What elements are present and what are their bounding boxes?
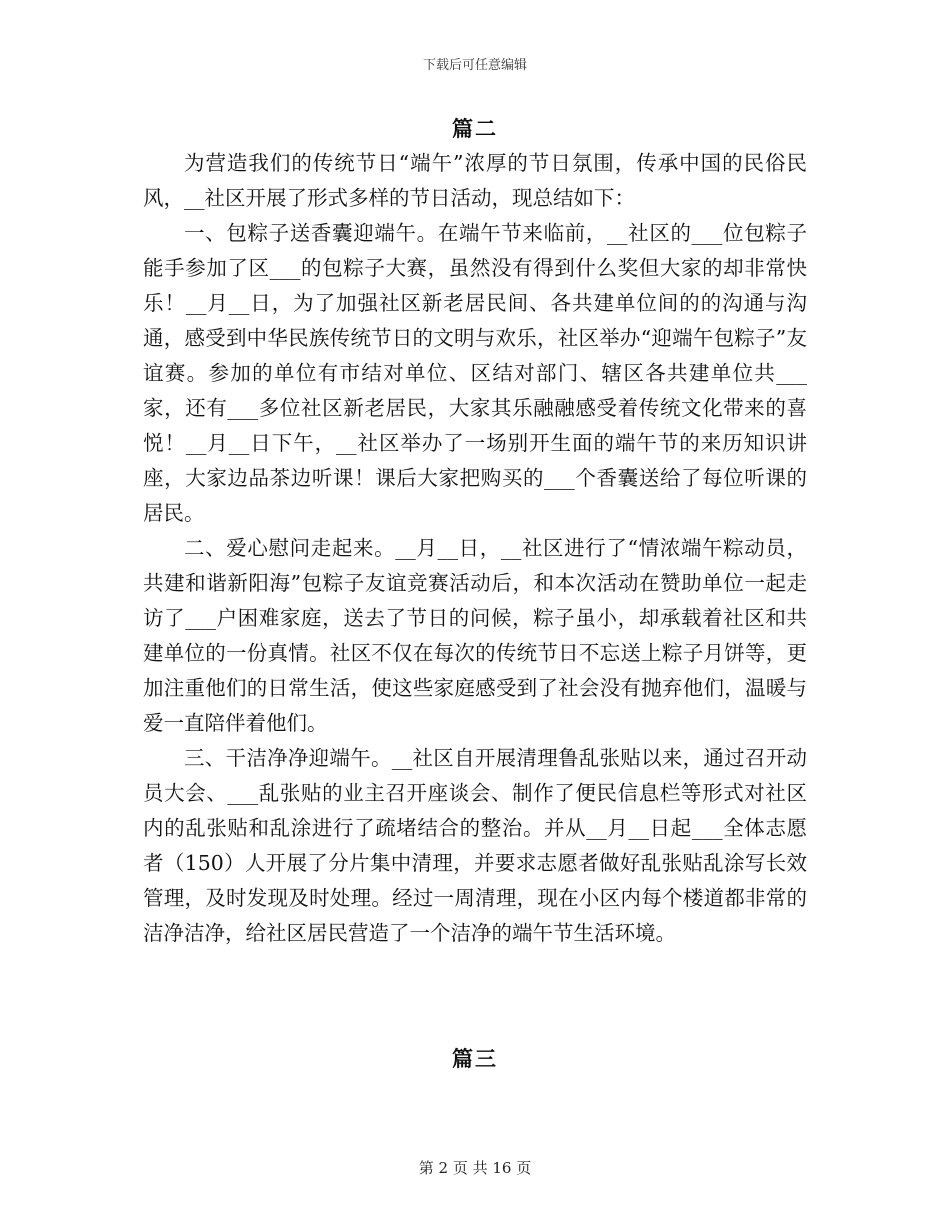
paragraph-item-3: 三、干洁净净迎端午。__社区自开展清理鲁乱张贴以来，通过召开动员大会、___乱张贴的业主召开座谈会、制作了便民信息栏等形式对社区内的乱张贴和乱涂进行了疏堵结合的整治。并从__月__日起___全体志愿者（150）人开展了分片集中清理，并要求志愿者做好乱张贴乱涂写长效管理，及时发现及时处理。经过一周清理，现在小区内每个楼道都非常的洁净洁净，给社区居民营造了一个洁净的端午节生活环境。 [143, 746, 807, 945]
section-title: 篇三 [452, 1046, 498, 1071]
paragraph-item-1: 一、包粽子送香囊迎端午。在端午节来临前，__社区的___位包粽子能手参加了区___的包粽子大赛，虽然没有得到什么奖但大家的却非常快乐！__月__日，为了加强社区新老居民间、各共建单位间的的沟通与沟通，感受到中华民族传统节日的文明与欢乐，社区举办“迎端午包粽子”友谊赛。参加的单位有市结对单位、区结对部门、辖区各共建单位共___家，还有___多位社区新老居民，大家其乐融融感受着传统文化带来的喜悦！__月__日下午，__社区举办了一场别开生面的端午节的来历知识讲座，大家边品茶边听课！课后大家把购买的___个香囊送给了每位听课的居民。 [143, 221, 807, 525]
paragraph-intro: 为营造我们的传统节日“端午”浓厚的节日氛围，传承中国的民俗民风，__社区开展了形式多样的节日活动，现总结如下： [143, 151, 807, 210]
page-number: 第 2 页 共 16 页 [418, 1159, 532, 1177]
paragraph-item-2: 二、爱心慰问走起来。__月__日，__社区进行了“情浓端午粽动员，共建和谐新阳海”包粽子友谊竞赛活动后，和本次活动在赞助单位一起走访了___户困难家庭，送去了节日的问候，粽子虽小，却承载着社区和共建单位的一份真情。社区不仅在每次的传统节日不忘送上粽子月饼等，更加注重他们的日常生活，使这些家庭感受到了社会没有抛弃他们，温暖与爱一直陪伴着他们。 [143, 536, 807, 735]
section-title: 篇二 [452, 116, 498, 141]
header-note: 下载后可任意编辑 [422, 58, 527, 73]
body-text [143, 146, 807, 951]
